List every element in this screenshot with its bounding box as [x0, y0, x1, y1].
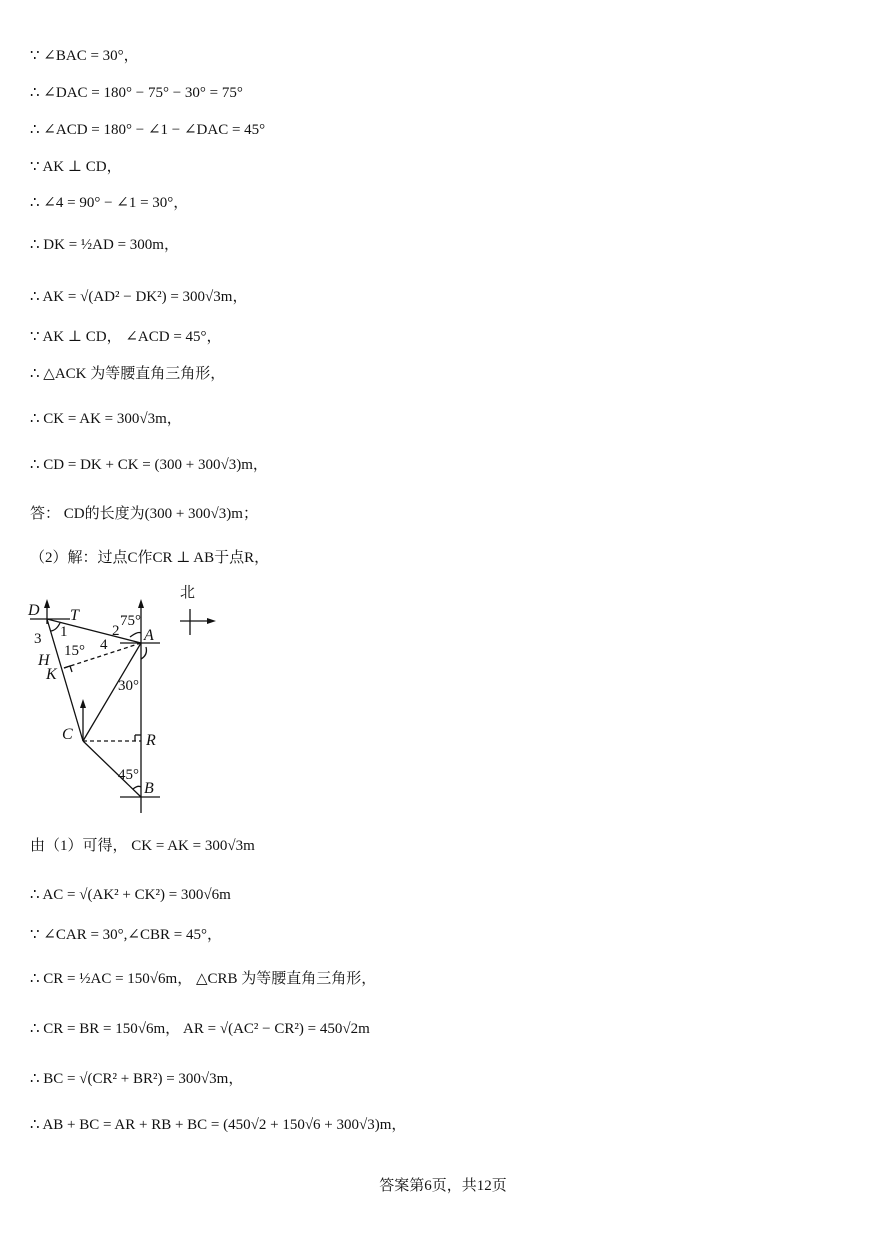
- east-arrowhead: [207, 618, 216, 624]
- right-angle-k: [64, 666, 72, 672]
- solution-line: ∵ ∠CAR = 30°,∠CBR = 45°，: [30, 927, 222, 943]
- solution-line: ∴ ∠4 = 90° − ∠1 = 30°，: [30, 195, 189, 211]
- label-angle-45: 45°: [118, 767, 139, 783]
- label-d: D: [28, 602, 40, 619]
- angle-arc-1: [50, 623, 60, 631]
- label-angle-75: 75°: [120, 613, 141, 629]
- angle-arc-a: [130, 633, 141, 638]
- label-a: A: [144, 627, 154, 644]
- solution-line: ∴ BC = √(CR² + BR²) = 300√3m，: [30, 1071, 244, 1087]
- angle-arc-30: [141, 647, 146, 659]
- solution-line: ∵ ∠BAC = 30°，: [30, 48, 139, 64]
- answer-line: 答： CD的长度为(300 + 300√3)m；: [30, 506, 258, 522]
- label-angle-4: 4: [100, 637, 108, 653]
- label-angle-2: 2: [112, 623, 120, 639]
- solution-line: ∵ AK ⊥ CD，: [30, 159, 122, 175]
- solution-line: 由（1）可得， CK = AK = 300√3m: [30, 838, 255, 854]
- solution-line: ∴ ∠ACD = 180° − ∠1 − ∠DAC = 45°: [30, 122, 266, 138]
- solution-line: ∴ AK = √(AD² − DK²) = 300√3m，: [30, 289, 248, 305]
- label-r: R: [146, 732, 156, 749]
- label-k: K: [46, 666, 57, 683]
- label-t: T: [70, 607, 79, 624]
- part2-heading: （2）解：过点C作CR ⊥ AB于点R，: [30, 550, 270, 566]
- label-angle-3: 3: [34, 631, 42, 647]
- arrowhead-d: [44, 599, 50, 608]
- label-h: H: [38, 652, 50, 669]
- solution-line: ∴ DK = ½AD = 300m，: [30, 237, 179, 253]
- solution-line: ∴ ∠DAC = 180° − 75° − 30° = 75°: [30, 85, 243, 101]
- solution-line: ∴ CR = ½AC = 150√6m， △CRB 为等腰直角三角形，: [30, 971, 377, 987]
- solution-line: ∴ AB + BC = AR + RB + BC = (450√2 + 150√6 + 300√3)m，: [30, 1117, 407, 1133]
- label-b: B: [144, 780, 154, 797]
- angle-arc-45: [133, 786, 141, 789]
- arrowhead-c: [80, 699, 86, 708]
- label-north: 北: [180, 585, 196, 601]
- solution-line: ∴ AC = √(AK² + CK²) = 300√6m: [30, 887, 231, 903]
- solution-line: ∴ CR = BR = 150√6m， AR = √(AC² − CR²) = 450√2m: [30, 1021, 370, 1037]
- page-footer: 答案第6页，共12页: [379, 1178, 507, 1194]
- label-angle-15: 15°: [64, 643, 85, 659]
- solution-line: ∴ △ACK 为等腰直角三角形，: [30, 366, 226, 382]
- geometry-figure: [20, 575, 240, 820]
- label-c: C: [62, 726, 73, 743]
- solution-line: ∴ CK = AK = 300√3m，: [30, 411, 182, 427]
- arrowhead-a: [138, 599, 144, 608]
- solution-line: ∵ AK ⊥ CD， ∠ACD = 45°，: [30, 329, 222, 345]
- solution-line: ∴ CD = DK + CK = (300 + 300√3)m，: [30, 457, 268, 473]
- label-angle-30: 30°: [118, 678, 139, 694]
- label-angle-1: 1: [60, 624, 68, 640]
